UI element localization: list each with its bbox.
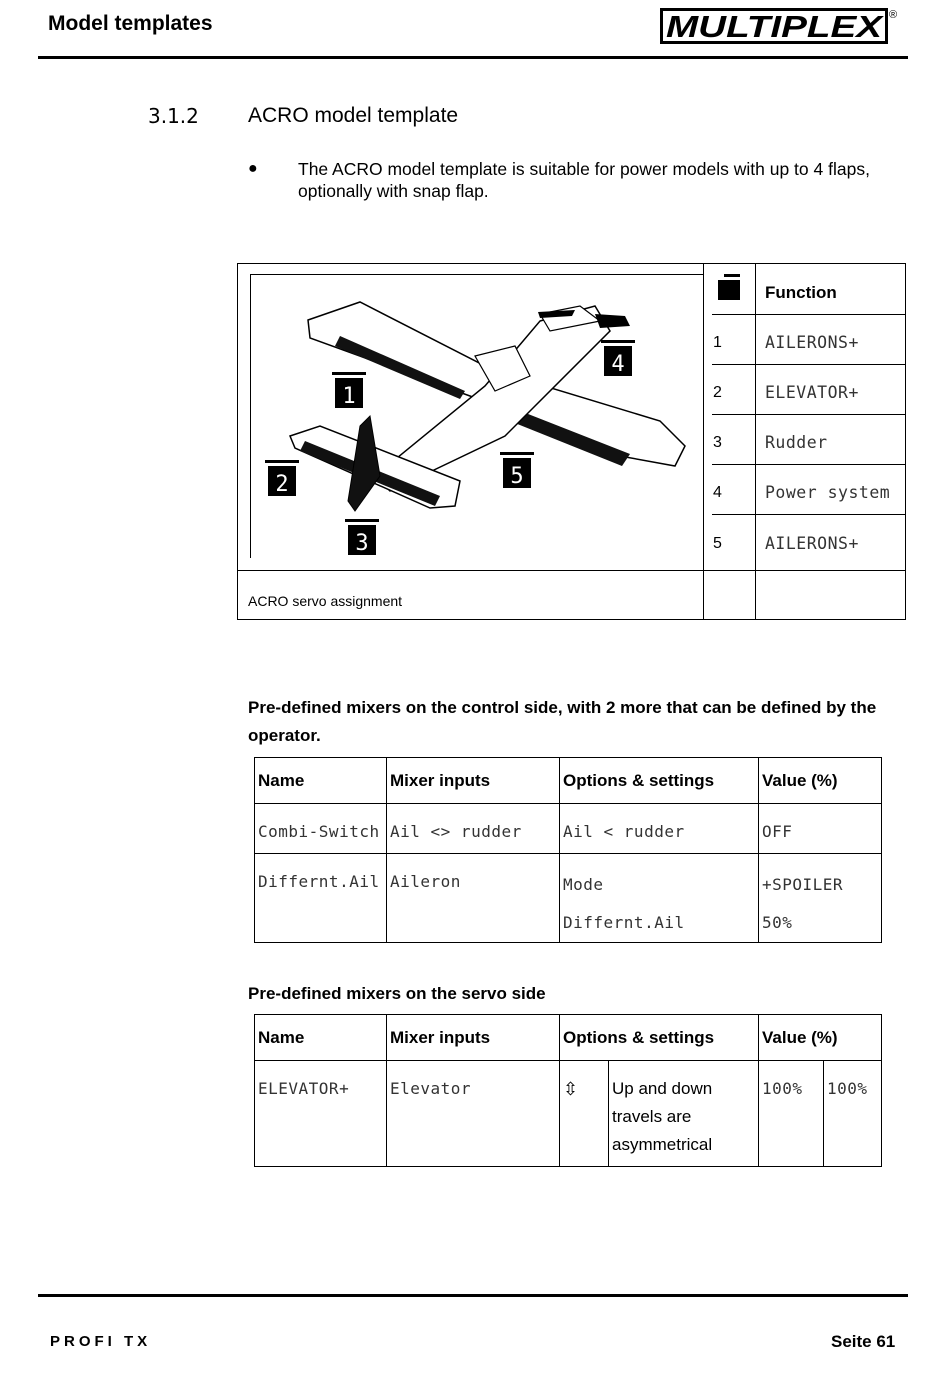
mixer-inputs: Ail <> rudder [387,804,560,854]
servo-icon [716,274,742,300]
mixer-values-cell [759,854,882,943]
table-divider [237,570,906,571]
mixer-options-cell [560,854,759,943]
mixer-name: Differnt.Ail [255,854,387,943]
mixer-inputs: Aileron [387,854,560,943]
mixer-name: ELEVATOR+ [255,1061,387,1167]
column-header-name: Name [255,1015,387,1061]
servo-badge-2 [265,456,301,498]
table-row [255,804,882,854]
servo-row-function: ELEVATOR+ [765,383,859,402]
table-divider [712,314,906,315]
svg-text:MULTIPLEX: MULTIPLEX [666,9,885,44]
table-row [255,1061,882,1167]
mixer-option: Mode [563,875,604,894]
svg-text:2: 2 [275,472,289,497]
column-header-mixer-inputs: Mixer inputs [387,1015,560,1061]
servo-badge-1 [332,368,368,410]
aircraft-illustration [250,276,705,556]
table-header-row [255,1015,882,1061]
section-number: 3.1.2 [148,104,199,128]
table-divider [712,464,906,465]
mixer-inputs: Elevator [387,1061,560,1167]
section-title: ACRO model template [248,104,459,127]
servo-row-function: Power system [765,483,891,502]
bullet-icon: ● [248,160,258,177]
servo-mixers-table [254,1014,882,1167]
servo-row-function: AILERONS+ [765,534,859,553]
table-divider [712,364,906,365]
footer-product-name: PROFI TX [50,1333,152,1350]
function-column-header: Function [765,283,837,302]
table-row [255,854,882,943]
svg-text:3: 3 [355,531,369,556]
table-header-row [255,758,882,804]
table-divider [712,514,906,515]
mixer-option: Ail < rudder [560,804,759,854]
table-divider [703,263,704,620]
servo-row-number: 4 [713,484,722,501]
multiplex-logo [660,4,900,48]
servo-row-function: AILERONS+ [765,333,859,352]
mixer-value-down: 100% [824,1061,882,1167]
servo-mixers-heading: Pre-defined mixers on the servo side [248,984,546,1003]
mixer-value: 50% [762,913,793,932]
servo-row-number: 1 [713,334,722,351]
svg-text:®: ® [889,9,898,21]
servo-badge-5 [500,448,536,490]
column-header-options: Options & settings [560,1015,759,1061]
servo-row-function: Rudder [765,433,828,452]
footer-rule [38,1294,908,1297]
mixer-value-up: 100% [759,1061,824,1167]
mixer-value: +SPOILER [762,875,844,894]
servo-table-caption: ACRO servo assignment [248,593,403,609]
table-divider [712,414,906,415]
header-rule [38,56,908,59]
table-divider [755,263,756,620]
servo-row-number: 3 [713,434,722,451]
asymmetry-symbol-icon: ⇳ [560,1061,609,1167]
servo-badge-3 [345,515,381,557]
mixer-option: Differnt.Ail [563,913,685,932]
servo-badge-4 [601,336,637,378]
svg-text:4: 4 [611,352,625,377]
column-header-name: Name [255,758,387,804]
servo-row-number: 5 [713,535,722,552]
control-mixers-heading: Pre-defined mixers on the control side, with 2 more that can be defined by the operator. [248,698,877,745]
column-header-value: Value (%) [759,1015,882,1061]
bullet-text: The ACRO model template is suitable for power models with up to 4 flaps, optionally with snap flap. [298,159,870,201]
footer-page-number: Seite 61 [831,1332,896,1351]
page-header-title: Model templates [48,12,213,35]
mixer-option-note: Up and down travels are asymmetrical [609,1061,759,1167]
control-mixers-table [254,757,882,943]
mixer-value: OFF [759,804,882,854]
column-header-value: Value (%) [759,758,882,804]
svg-text:1: 1 [342,384,356,409]
mixer-name: Combi-Switch [255,804,387,854]
column-header-options: Options & settings [560,758,759,804]
servo-row-number: 2 [713,384,722,401]
column-header-mixer-inputs: Mixer inputs [387,758,560,804]
svg-text:5: 5 [510,464,524,489]
